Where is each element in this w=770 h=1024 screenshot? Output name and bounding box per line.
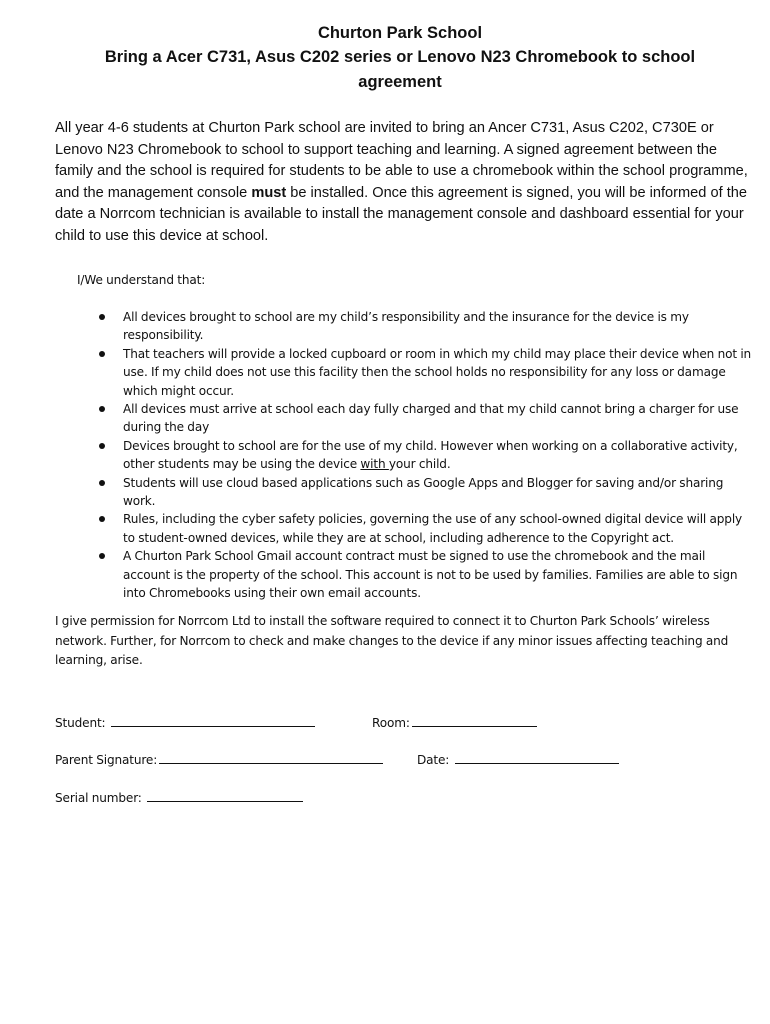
- list-item: [96, 437, 752, 474]
- bullet-icon: [99, 351, 105, 357]
- list-item: [96, 345, 752, 400]
- intro-paragraph: [55, 118, 755, 248]
- room-input-line[interactable]: [412, 713, 537, 727]
- serial-number-label: Serial number:: [55, 791, 146, 805]
- bullet-icon: [99, 480, 105, 486]
- list-item: [96, 400, 752, 437]
- bullet-icon: [99, 443, 105, 449]
- date-label: Date:: [417, 753, 453, 767]
- list-item-text: Rules, including the cyber safety policies, governing the use of any school-owned digital device will apply to student-owned devices, while they are at school, including adherence to the Copyright act.: [123, 512, 743, 545]
- bullet-icon: [99, 314, 105, 320]
- list-item: [96, 547, 752, 602]
- understand-heading: I/We understand that:: [77, 273, 206, 287]
- date-field: [417, 750, 619, 769]
- room-label: Room:: [372, 716, 410, 730]
- list-item-text: A Churton Park School Gmail account contract must be signed to use the chromebook and the mail account is the property of the school. This account is not to be used by families. Families are able to sign into Chromebooks using their own email accounts.: [123, 549, 738, 601]
- list-item: [96, 510, 752, 547]
- bullet-icon: [99, 406, 105, 412]
- list-item-text-start: Devices brought to school are for the use of my child. However when working on a collaborative activity, other students may be using the device: [123, 438, 738, 472]
- agreement-title-line-2: agreement: [358, 73, 442, 91]
- list-item-text: Students will use cloud based applications such as Google Apps and Blogger for saving and/or sharing work.: [123, 475, 724, 509]
- underlined-word: with: [360, 457, 389, 472]
- intro-text-end: be installed. Once this agreement is signed, you will be informed of the date a Norrcom technician is available to install the management console and dashboard essential for your child to use this device at school.: [55, 184, 747, 244]
- list-item: [96, 308, 752, 345]
- student-label: Student:: [55, 716, 109, 730]
- bullet-icon: [99, 516, 105, 522]
- parent-signature-field: [55, 750, 383, 769]
- list-item-text: That teachers will provide a locked cupboard or room in which my child may place their device when not in use. If my child does not use this facility then the school holds no responsibility for any loss or damage which might occur.: [123, 346, 752, 398]
- intro-bold-must: must: [251, 184, 287, 201]
- list-item-text: All devices must arrive at school each day fully charged and that my child cannot bring a charger for use during the day: [123, 402, 739, 435]
- intro-text-start: All year 4-6 students at Churton Park school are invited to bring an Ancer C731, Asus C202, C730E or Lenovo N23 Chromebook to school to support teaching and learning. A signed agreement between the family and the school is required for students to be able to use a chromebook within the school programme, and the management console: [55, 120, 748, 201]
- serial-number-input-line[interactable]: [147, 788, 303, 802]
- list-item-text: All devices brought to school are my child’s responsibility and the insurance for the device is my responsibility.: [123, 310, 689, 343]
- list-item-text-end: your child.: [388, 457, 451, 472]
- agreement-title-line-1: Bring a Acer C731, Asus C202 series or Lenovo N23 Chromebook to school: [104, 48, 696, 66]
- parent-signature-input-line[interactable]: [159, 750, 383, 764]
- list-item: [96, 474, 752, 511]
- student-field: [55, 713, 315, 732]
- student-input-line[interactable]: [111, 713, 315, 727]
- room-field: [372, 713, 537, 732]
- school-name-heading: Churton Park School: [317, 24, 483, 42]
- serial-number-field: [55, 788, 303, 807]
- bullet-icon: [99, 553, 105, 559]
- permission-paragraph: I give permission for Norrcom Ltd to install the software required to connect it to Churton Park Schools’ wireless network. Further, for Norrcom to check and make changes to the device if any minor issues affecting teaching and learning, arise.: [55, 614, 729, 667]
- date-input-line[interactable]: [455, 750, 619, 764]
- parent-signature-label: Parent Signature:: [55, 753, 158, 767]
- understanding-list: [96, 308, 752, 603]
